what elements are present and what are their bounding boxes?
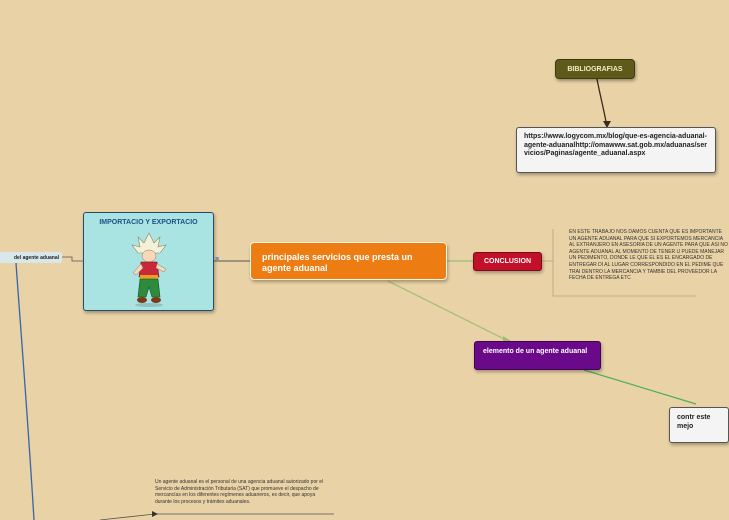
conclusion-node[interactable] — [473, 252, 542, 271]
anime-character-illustration — [124, 231, 174, 309]
bibliografia-url-node[interactable] — [516, 127, 716, 173]
connector-agent-text — [100, 514, 334, 520]
importacion-node[interactable] — [83, 212, 214, 311]
bibliografias-node[interactable] — [555, 59, 635, 79]
central-topic-label: principales servicios que presta un agente aduanal — [262, 252, 413, 273]
contr-node[interactable] — [669, 407, 729, 443]
conclusion-text: EN ESTE TRABAJO NOS DAMOS CUENTA QUE ES IMPORTANTE UN AGENTE ADUANAL PARA QUE SI EXPORTEMOS MERCANCIA AL EXTRANJERO EN ASESORIA DE UN AGENTE PARA QUE ASI NO AGENTE ADUANAL AL MOMENTO DE TENER U PUEDE MANEJAR UN PEDIMENTO, DONDE LE QUE EL ES EL ENCARGADO DE ENTREGAR DI AL LUGAR CORRESPONDIDO EN EL PEDIME QUE TRAI DENTRO LA MERCANCIA Y TAMBIE DEL PROVEEDOR LA FECHA DE ENTREGA ETC — [569, 229, 728, 282]
central-topic-node[interactable] — [250, 242, 447, 280]
bibliografia-url-text: https://www.logycom.mx/blog/que-es-agencia-aduanal-agente-aduanalhttp://omawww.sat.gob.mx/aduanas/servicios/Paginas/agente_aduanal.aspx — [524, 133, 707, 157]
notes-icon[interactable]: ≡ — [215, 256, 220, 263]
connector-central-elemento — [388, 281, 508, 341]
bibliografias-label: BIBLIOGRAFIAS — [567, 65, 623, 73]
connector-importacion-left — [62, 257, 83, 261]
agente-aduanal-left-node[interactable] — [0, 252, 62, 263]
elemento-label: elemento de un agente aduanal — [483, 348, 588, 355]
connector-left-vertical — [16, 263, 34, 520]
elemento-node[interactable] — [474, 341, 601, 370]
agente-aduanal-left-label: del agente aduanal — [13, 254, 59, 261]
contr-label: contr este mejo — [677, 414, 711, 430]
agent-description-text: Un agente aduanal es el personal de una agencia aduanal autorizado por el Servicio de Administración Tributaria (SAT) que promueve el despacho de mercancías en los diferentes regímenes aduaneros, es decir, que apoya durante los procesos y trámites aduanales. — [155, 479, 324, 505]
conclusion-label: CONCLUSION — [483, 258, 532, 265]
importacion-title: IMPORTACIO Y EXPORTACIO — [99, 219, 198, 226]
connector-biblio-url — [597, 79, 607, 127]
arrowhead-agent — [152, 511, 158, 517]
connector-elemento-contr — [584, 370, 696, 404]
